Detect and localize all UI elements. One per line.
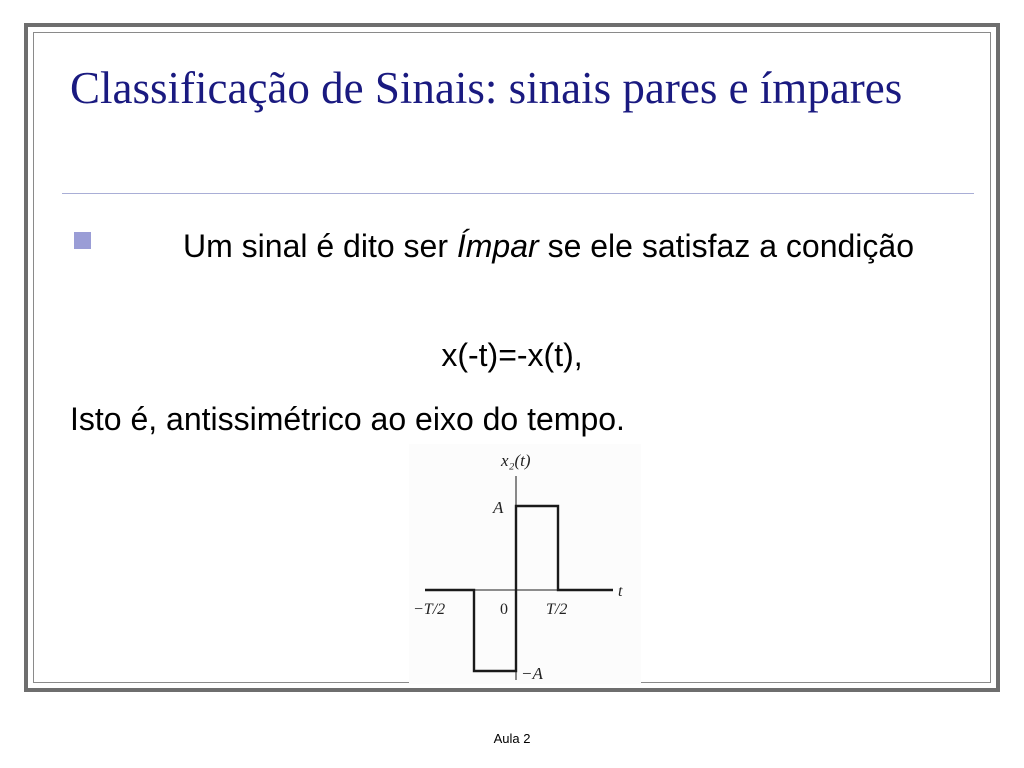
bullet-emphasis: Ímpar: [456, 228, 539, 264]
odd-condition-formula: x(-t)=-x(t),: [441, 337, 583, 373]
x-tick-label: 0: [500, 601, 508, 618]
title-divider: [62, 193, 974, 194]
odd-signal-figure: [409, 444, 641, 684]
bullet-text: [183, 221, 1024, 271]
bullet-suffix: se ele satisfaz a condição: [538, 228, 914, 264]
x-tick-label: −T/2: [413, 601, 446, 618]
square-bullet-icon: [74, 232, 91, 249]
amplitude-positive-label: A: [493, 498, 504, 517]
x-tick-label: T/2: [546, 601, 568, 618]
signal-trace: [425, 506, 613, 671]
slide-title: Classificação de Sinais: sinais pares e ímpares: [70, 63, 903, 113]
bullet-prefix: Um sinal é dito ser: [183, 228, 457, 264]
amplitude-negative-label: −A: [521, 664, 543, 683]
slide-footer: Aula 2: [493, 731, 531, 746]
y-axis-label: x₂(t): [501, 451, 531, 470]
summary-text: Isto é, antissimétrico ao eixo do tempo.: [70, 401, 625, 437]
x-axis-label: t: [618, 583, 623, 600]
